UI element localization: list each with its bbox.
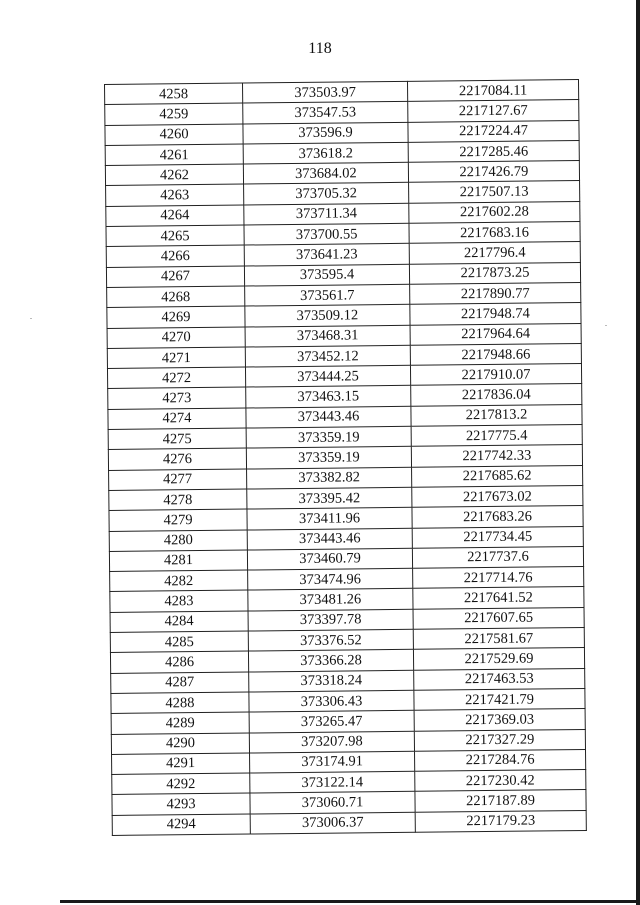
x-coordinate-cell: 373006.37 [250,812,415,834]
point-number-cell: 4263 [106,185,244,207]
y-coordinate-cell: 2217581.67 [413,628,584,650]
x-coordinate-cell: 373060.71 [250,792,415,814]
point-number-cell: 4283 [110,590,248,612]
x-coordinate-cell: 373174.91 [250,751,415,773]
x-coordinate-cell: 373318.24 [249,670,414,692]
x-coordinate-cell: 373359.19 [246,447,411,469]
point-number-cell: 4293 [112,793,250,815]
point-number-cell: 4272 [107,367,245,389]
point-number-cell: 4282 [110,570,248,592]
x-coordinate-cell: 373411.96 [247,508,412,530]
point-number-cell: 4267 [106,266,244,288]
y-coordinate-cell: 2217796.4 [409,242,580,264]
point-number-cell: 4294 [112,814,250,836]
x-coordinate-cell: 373443.46 [247,528,412,550]
x-coordinate-cell: 373705.32 [244,183,409,205]
x-coordinate-cell: 373443.46 [246,406,411,428]
y-coordinate-cell: 2217230.42 [415,770,586,792]
x-coordinate-cell: 373306.43 [249,690,414,712]
y-coordinate-cell: 2217813.2 [411,404,582,426]
x-coordinate-cell: 373395.42 [247,487,412,509]
y-coordinate-cell: 2217285.46 [408,140,579,162]
x-coordinate-cell: 373503.97 [242,81,407,103]
point-number-cell: 4260 [105,124,243,146]
x-coordinate-cell: 373711.34 [244,203,409,225]
point-number-cell: 4291 [112,753,250,775]
point-number-cell: 4288 [111,692,249,714]
x-coordinate-cell: 373700.55 [244,223,409,245]
y-coordinate-cell: 2217964.64 [410,323,581,345]
point-number-cell: 4279 [109,509,247,531]
scan-edge-right [636,0,640,905]
y-coordinate-cell: 2217179.23 [415,810,586,832]
y-coordinate-cell: 2217742.33 [411,445,582,467]
y-coordinate-cell: 2217775.4 [411,425,582,447]
y-coordinate-cell: 2217529.69 [413,648,584,670]
y-coordinate-cell: 2217890.77 [410,282,581,304]
point-number-cell: 4266 [106,245,244,267]
table-row [112,810,586,835]
point-number-cell: 4292 [112,773,250,795]
x-coordinate-cell: 373382.82 [247,467,412,489]
y-coordinate-cell: 2217084.11 [407,80,578,102]
point-number-cell: 4290 [111,733,249,755]
y-coordinate-cell: 2217673.02 [412,485,583,507]
y-coordinate-cell: 2217426.79 [408,161,579,183]
x-coordinate-cell: 373481.26 [248,589,413,611]
y-coordinate-cell: 2217607.65 [413,607,584,629]
point-number-cell: 4275 [108,428,246,450]
x-coordinate-cell: 373596.9 [243,122,408,144]
x-coordinate-cell: 373460.79 [247,548,412,570]
x-coordinate-cell: 373474.96 [248,568,413,590]
y-coordinate-cell: 2217602.28 [409,201,580,223]
point-number-cell: 4278 [109,489,247,511]
point-number-cell: 4277 [109,469,247,491]
y-coordinate-cell: 2217641.52 [413,587,584,609]
y-coordinate-cell: 2217737.6 [412,546,583,568]
y-coordinate-cell: 2217948.66 [410,343,581,365]
y-coordinate-cell: 2217507.13 [409,181,580,203]
y-coordinate-cell: 2217714.76 [413,567,584,589]
y-coordinate-cell: 2217463.53 [414,668,585,690]
y-coordinate-cell: 2217421.79 [414,688,585,710]
point-number-cell: 4264 [106,205,244,227]
y-coordinate-cell: 2217948.74 [410,303,581,325]
x-coordinate-cell: 373207.98 [249,731,414,753]
page-number: 118 [308,40,332,57]
coordinates-table-body [105,80,587,836]
y-coordinate-cell: 2217127.67 [408,100,579,122]
x-coordinate-cell: 373468.31 [245,325,410,347]
coordinates-table [104,79,587,836]
point-number-cell: 4269 [107,306,245,328]
point-number-cell: 4286 [110,651,248,673]
point-number-cell: 4265 [106,225,244,247]
x-coordinate-cell: 373618.2 [243,142,408,164]
x-coordinate-cell: 373397.78 [248,609,413,631]
point-number-cell: 4268 [107,286,245,308]
point-number-cell: 4289 [111,712,249,734]
point-number-cell: 4274 [108,408,246,430]
x-coordinate-cell: 373376.52 [248,629,413,651]
x-coordinate-cell: 373122.14 [250,771,415,793]
y-coordinate-cell: 2217910.07 [410,364,581,386]
point-number-cell: 4262 [105,164,243,186]
y-coordinate-cell: 2217224.47 [408,120,579,142]
y-coordinate-cell: 2217836.04 [411,384,582,406]
point-number-cell: 4259 [105,103,243,125]
y-coordinate-cell: 2217683.16 [409,222,580,244]
x-coordinate-cell: 373561.7 [245,284,410,306]
x-coordinate-cell: 373452.12 [245,345,410,367]
x-coordinate-cell: 373366.28 [248,650,413,672]
y-coordinate-cell: 2217327.29 [414,729,585,751]
x-coordinate-cell: 373595.4 [244,264,409,286]
y-coordinate-cell: 2217685.62 [412,465,583,487]
x-coordinate-cell: 373265.47 [249,710,414,732]
y-coordinate-cell: 2217187.89 [415,790,586,812]
y-coordinate-cell: 2217873.25 [409,262,580,284]
scan-edge-bottom [60,900,640,903]
point-number-cell: 4273 [108,387,246,409]
point-number-cell: 4280 [109,530,247,552]
point-number-cell: 4281 [109,550,247,572]
point-number-cell: 4285 [110,631,248,653]
point-number-cell: 4287 [111,672,249,694]
y-coordinate-cell: 2217683.26 [412,506,583,528]
y-coordinate-cell: 2217734.45 [412,526,583,548]
x-coordinate-cell: 373684.02 [243,163,408,185]
x-coordinate-cell: 373641.23 [244,244,409,266]
x-coordinate-cell: 373444.25 [245,365,410,387]
point-number-cell: 4276 [108,448,246,470]
x-coordinate-cell: 373463.15 [246,386,411,408]
point-number-cell: 4271 [107,347,245,369]
scan-speck [605,325,607,326]
y-coordinate-cell: 2217369.03 [414,709,585,731]
y-coordinate-cell: 2217284.76 [415,749,586,771]
point-number-cell: 4270 [107,327,245,349]
scan-speck [30,318,32,319]
x-coordinate-cell: 373547.53 [243,102,408,124]
point-number-cell: 4258 [105,83,243,105]
point-number-cell: 4261 [105,144,243,166]
x-coordinate-cell: 373509.12 [245,305,410,327]
point-number-cell: 4284 [110,611,248,633]
coordinates-table-container [104,79,592,836]
x-coordinate-cell: 373359.19 [246,426,411,448]
